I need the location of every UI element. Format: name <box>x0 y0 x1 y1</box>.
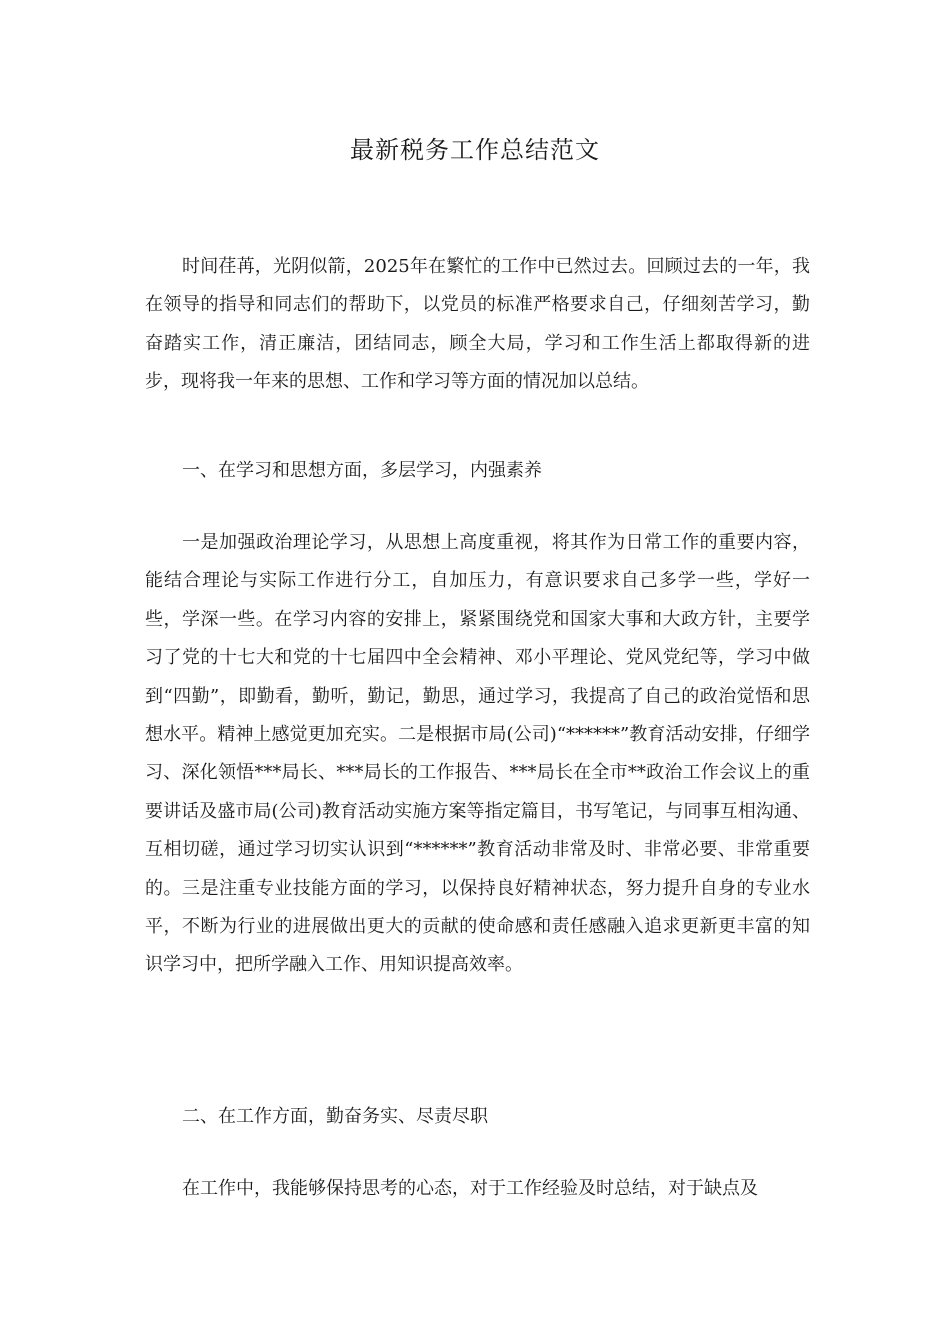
section-paragraph-2: 在工作中，我能够保持思考的心态，对于工作经验及时总结，对于缺点及 <box>182 1178 758 1199</box>
section-paragraph-1: 一是加强政治理论学习，从思想上高度重视，将其作为日常工作的重要内容，能结合理论与实际工作进行分工，自加压力，有意识要求自己多学一些，学好一些，学深一些。在学习内容的安排上，紧紧围绕党和国家大事和大政方针，主要学习了党的十七大和党的十七届四中全会精神、邓小平理论、党风党纪等，学习中做到“四勤”，即勤看，勤听，勤记，勤思，通过学习，我提高了自己的政治觉悟和思想水平。精神上感觉更加充实。二是根据市局(公司)“******”教育活动安排，仔细学习、深化领悟***局长、***局长的工作报告、***局长在全市**政治工作会议上的重要讲话及盛市局(公司)教育活动实施方案等指定篇目，书写笔记，与同事互相沟通、互相切磋，通过学习切实认识到“******”教育活动非常及时、非常必要、非常重要的。三是注重专业技能方面的学习，以保持良好精神状态，努力提升自身的专业水平，不断为行业的进展做出更大的贡献的使命感和责任感融入追求更新更丰富的知识学习中，把所学融入工作、用知识提高效率。 <box>145 532 810 976</box>
section-heading-1: 一、在学习和思想方面，多层学习，内强素养 <box>182 460 542 481</box>
section-heading-2: 二、在工作方面，勤奋务实、尽责尽职 <box>182 1106 488 1127</box>
document-title: 最新税务工作总结范文 <box>350 136 600 164</box>
intro-paragraph: 时间荏苒，光阴似箭，2025年在繁忙的工作中已然过去。回顾过去的一年，我在领导的指导和同志们的帮助下，以党员的标准严格要求自己，仔细刻苦学习，勤奋踏实工作，清正廉洁，团结同志，顾全大局，学习和工作生活上都取得新的进步，现将我一年来的思想、工作和学习等方面的情况加以总结。 <box>145 256 810 393</box>
